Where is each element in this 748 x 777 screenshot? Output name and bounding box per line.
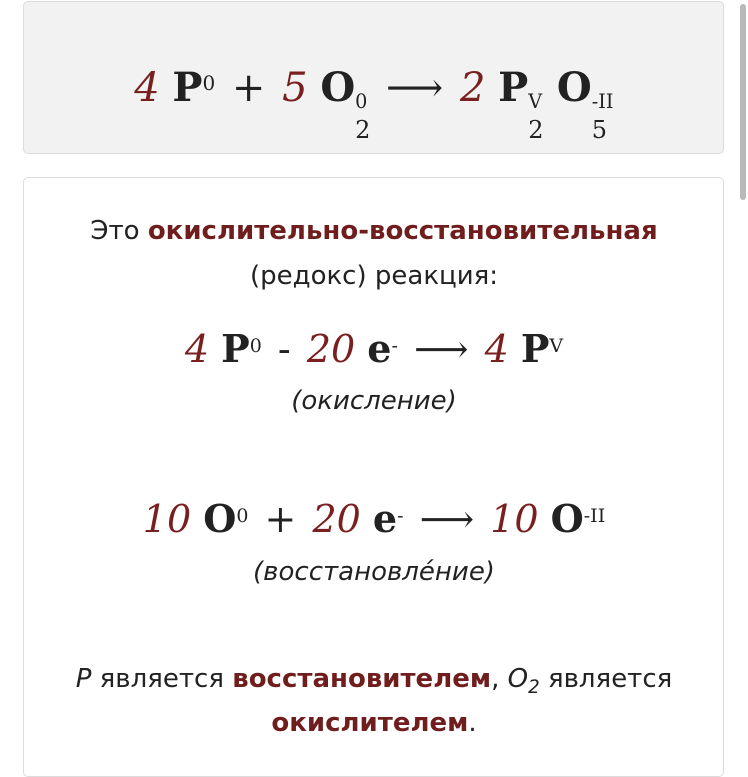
element-symbol: $O^0$ (203, 496, 249, 541)
oxidation-state: 0 (202, 71, 216, 95)
coefficient: 20 (312, 497, 361, 541)
oxidation-half-reaction (0, 326, 748, 371)
coefficient: 4 (184, 327, 210, 371)
arrow-icon: ⟶ (385, 65, 444, 111)
reduction-half-reaction (0, 496, 748, 541)
coefficient: 5 (282, 65, 308, 111)
arrow-icon: ⟶ (419, 497, 475, 541)
coefficient: 4 (134, 65, 160, 111)
minus-sign: - (277, 327, 291, 371)
oxidation-state: V (528, 90, 543, 114)
oxidation-state: 0 (355, 90, 368, 114)
element-symbol: O 0 2 (320, 64, 371, 144)
coefficient: 20 (306, 327, 356, 371)
element-symbol: P V 2 (498, 64, 544, 144)
oxidation-state: 0 (236, 504, 249, 527)
subscript: 2 (528, 677, 540, 699)
charge: - (397, 504, 404, 527)
plus-sign: + (264, 497, 297, 541)
element-symbol: $P^V$ (520, 326, 564, 371)
subscript: 5 (591, 115, 608, 144)
conclusion-line-2: окислителем. (271, 708, 477, 738)
subscript: 2 (528, 115, 544, 144)
oxidation-state: -II (583, 504, 606, 527)
charge: - (391, 334, 398, 357)
reducer-term: восстановителем (232, 664, 492, 694)
subscript: 2 (355, 115, 371, 144)
oxidation-state: 0 (249, 334, 262, 357)
electron-symbol: e- (372, 496, 404, 541)
element-symbol: O -II 5 (556, 64, 614, 144)
reduction-label: (восстановле́ние) (253, 557, 495, 587)
balanced-equation (0, 64, 748, 144)
arrow-icon: ⟶ (413, 327, 469, 371)
oxidation-state: V (549, 334, 564, 357)
highlight-term: окислительно-восстановительная (147, 216, 658, 246)
coefficient: 4 (484, 327, 509, 371)
electron-symbol: e- (367, 326, 398, 371)
element-symbol: $P^0$ (221, 326, 262, 371)
element-symbol: $O^{-II}$ (550, 496, 606, 541)
reducer-formula: P (75, 664, 92, 694)
element-symbol: $P^0$ (172, 64, 216, 111)
plus-sign: + (231, 65, 266, 111)
oxidizer-term: окислителем (271, 708, 469, 738)
coefficient: 10 (142, 497, 192, 541)
intro-line-2: (редокс) реакция: (249, 261, 499, 291)
oxidation-state: -II (591, 90, 614, 114)
conclusion-line-1: P является восстановителем, $O_2$ является (75, 664, 673, 699)
coefficient: 10 (490, 497, 539, 541)
coefficient: 2 (459, 65, 486, 111)
intro-line-1: Это окислительно-восстановительная (90, 216, 658, 246)
oxidation-label: (окисление) (291, 386, 457, 416)
oxidizer-formula: $O_2$ (507, 664, 540, 699)
